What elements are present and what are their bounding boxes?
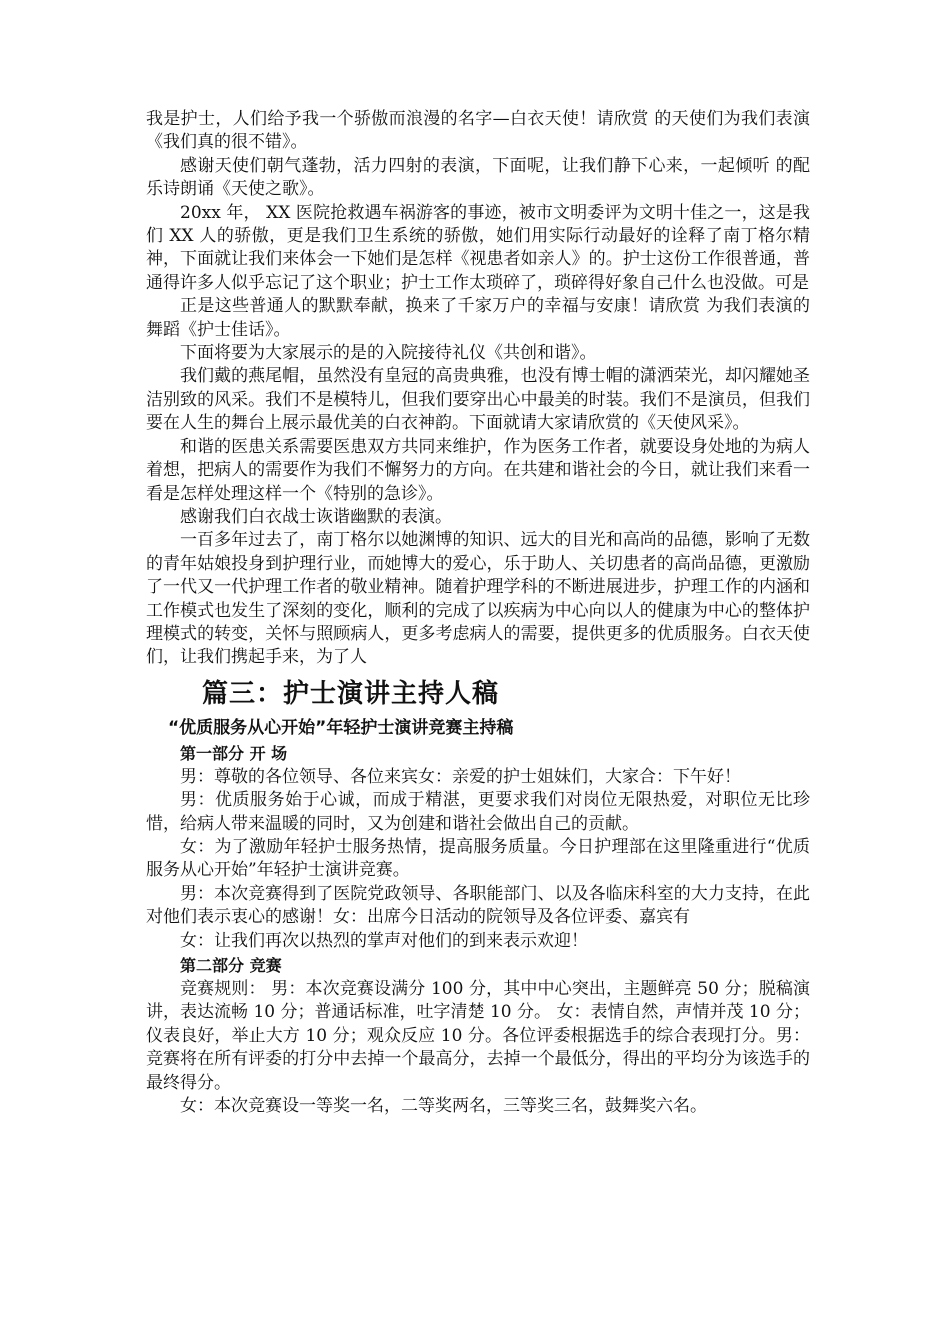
- section-title: 篇三：护士演讲主持人稿: [202, 678, 500, 709]
- paragraph-9: 一百多年过去了，南丁格尔以她渊博的知识、远大的目光和高尚的品德，影响了无数的青年姑娘投身到护理行业，而她博大的爱心，乐于助人、关切患者的高尚品德，更激励了一代又一代护理工作者的敬业精神。随着护理学科的不断进展进步，护理工作的内涵和工作模式也发生了深刻的变化，顺利的完成了以疾病为中心向以人的健康为中心的整体护理模式的转变，关怀与照顾病人，更多考虑病人的需要，提供更多的优质服务。白衣天使们，让我们携起手来，为了人: [146, 530, 810, 668]
- paragraph-7: 和谐的医患关系需要医患双方共同来维护，作为医务工作者，就要设身处地的为病人着想，把病人的需要作为我们不懈努力的方向。在共建和谐社会的今日，就让我们来看一看是怎样处理这样一个《特别的急诊》。: [146, 436, 810, 504]
- part1-heading: 第一部分 开 场: [180, 743, 288, 763]
- paragraph-8: 感谢我们白衣战士诙谐幽默的表演。: [180, 506, 452, 527]
- document-page: [146, 108, 810, 1118]
- part2-heading: 第二部分 竞赛: [180, 956, 282, 975]
- part1-paragraph-4: 男：本次竞赛得到了医院党政领导、各职能部门、以及各临床科室的大力支持，在此对他们表示衷心的感谢！女：出席今日活动的院领导及各位评委、嘉宾有: [146, 883, 810, 928]
- paragraph-4: 正是这些普通人的默默奉献，换来了千家万户的幸福与安康！请欣赏 为我们表演的舞蹈《护士佳话》。: [146, 296, 810, 340]
- part1-paragraph-5: 女：让我们再次以热烈的掌声对他们的到来表示欢迎！: [180, 930, 588, 951]
- paragraph-3: 20xx 年， XX 医院抢救遇车祸游客的事迹，被市文明委评为文明十佳之一，这是我们 XX 人的骄傲，更是我们卫生系统的骄傲，她们用实际行动最好的诠释了南丁格尔精神，下面就让我们来体会一下她们是怎样《视患者如亲人》的。护士这份工作很普通，普通得许多人似乎忘记了这个职业；护士工作太琐碎了，琐碎得好象自己什么也没做。可是: [146, 202, 810, 293]
- part2-paragraph-1: 竞赛规则： 男：本次竞赛设满分 100 分，其中中心突出，主题鲜亮 50 分；脱稿演讲，表达流畅 10 分；普通话标准，吐字清楚 10 分。 女：表情自然，声情并茂 10 分；仪表良好，举止大方 10 分；观众反应 10 分。各位评委根据选手的综合表现打分。男：竞赛将在所有评委的打分中去掉一个最高分，去掉一个最低分，得出的平均分为该选手的最终得分。: [146, 979, 810, 1093]
- part1-paragraph-3: 女：为了激励年轻护士服务热情，提高服务质量。今日护理部在这里隆重进行“优质服务从心开始”年轻护士演讲竞赛。: [146, 836, 810, 881]
- paragraph-2: 感谢天使们朝气蓬勃，活力四射的表演，下面呢，让我们静下心来，一起倾听 的配乐诗朗诵《天使之歌》。: [146, 155, 810, 200]
- subtitle: “优质服务从心开始”年轻护士演讲竞赛主持稿: [168, 717, 514, 738]
- paragraph-6: 我们戴的燕尾帽，虽然没有皇冠的高贵典雅，也没有博士帽的潇洒荣光，却闪耀她圣洁别致的风采。我们不是模特儿，但我们要穿出心中最美的时装。我们不是演员，但我们要在人生的舞台上展示最优美的白衣神韵。下面就请大家请欣赏的《天使风采》。: [146, 366, 810, 434]
- part1-paragraph-2: 男：优质服务始于心诚，而成于精湛，更要求我们对岗位无限热爱，对职位无比珍惜，给病人带来温暖的同时，又为创建和谐社会做出自己的贡献。: [146, 790, 810, 834]
- part2-paragraph-2: 女：本次竞赛设一等奖一名，二等奖两名，三等奖三名，鼓舞奖六名。: [180, 1096, 707, 1117]
- part1-paragraph-1: 男：尊敬的各位领导、各位来宾女：亲爱的护士姐妹们，大家合：下午好！: [180, 766, 741, 787]
- paragraph-5: 下面将要为大家展示的是的入院接待礼仪《共创和谐》。: [180, 343, 597, 364]
- paragraph-1: 我是护士，人们给予我一个骄傲而浪漫的名字—白衣天使！请欣赏 的天使们为我们表演《我们真的很不错》。: [146, 109, 810, 153]
